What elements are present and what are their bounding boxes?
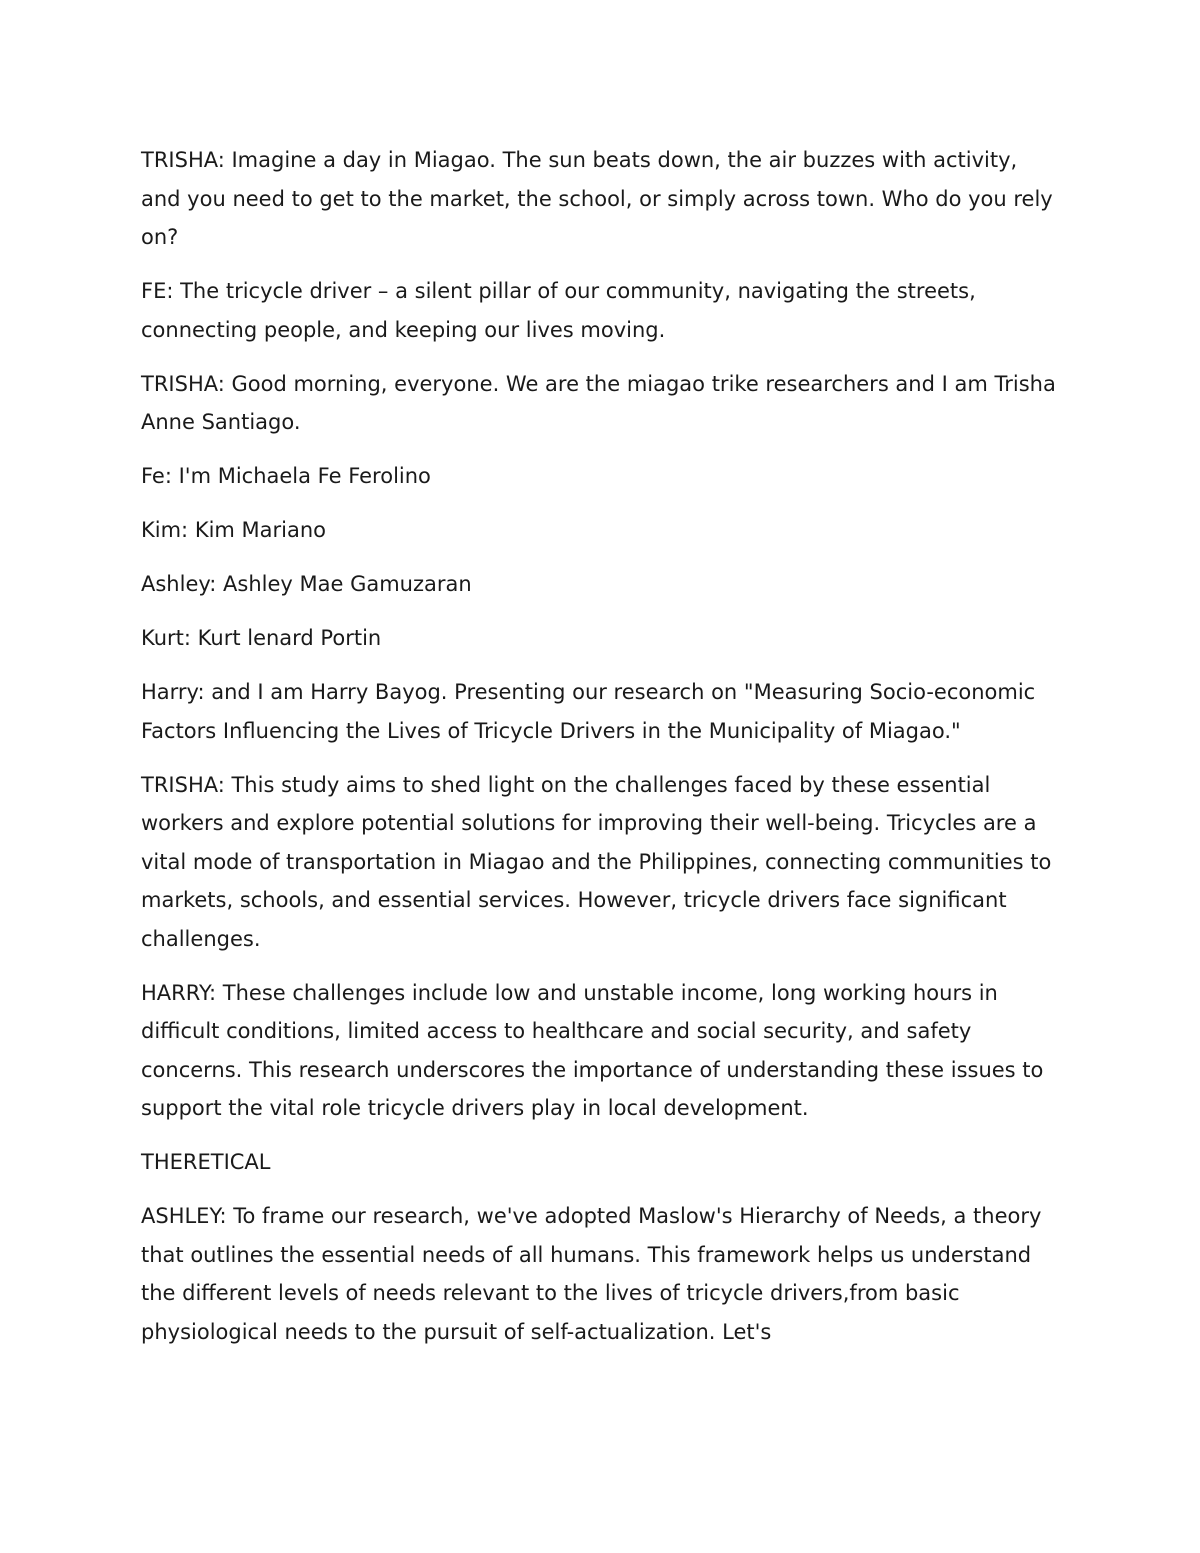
paragraph-fe-name: Fe: I'm Michaela Fe Ferolino [141,464,431,488]
paragraph-trisha-greeting: TRISHA: Good morning, everyone. We are the miagao trike researchers and I am Trisha Anne Santiago. [141,371,1056,434]
paragraph-ashley-framework: ASHLEY: To frame our research, we've adopted Maslow's Hierarchy of Needs, a theory that outlines the essential needs of all humans. This framework helps us understand the different levels of needs relevant to the lives of tricycle drivers,from basic physiological needs to the pursuit of self-actualization. Let's [141,1204,1042,1344]
paragraph-ashley-name: Ashley: Ashley Mae Gamuzaran [141,572,472,596]
paragraph-fe-intro: FE: The tricycle driver – a silent pillar of our community, navigating the streets, connecting people, and keeping our lives moving. [141,279,976,342]
paragraph-trisha-intro: TRISHA: Imagine a day in Miagao. The sun beats down, the air buzzes with activity, and you need to get to the market, the school, or simply across town. Who do you rely on? [141,148,1053,249]
document-body [141,141,1059,1367]
paragraph-harry-challenges: HARRY: These challenges include low and unstable income, long working hours in difficult conditions, limited access to healthcare and social security, and safety concerns. This research underscores the importance of understanding these issues to support the vital role tricycle drivers play in local development. [141,980,1044,1120]
section-heading-theoretical: THERETICAL [141,1150,271,1174]
paragraph-kurt-name: Kurt: Kurt lenard Portin [141,626,382,650]
paragraph-kim-name: Kim: Kim Mariano [141,518,327,542]
paragraph-harry-title: Harry: and I am Harry Bayog. Presenting our research on "Measuring Socio-economic Factors Influencing the Lives of Tricycle Drivers in the Municipality of Miagao." [141,680,1036,743]
paragraph-trisha-study: TRISHA: This study aims to shed light on the challenges faced by these essential workers and explore potential solutions for improving their well-being. Tricycles are a vital mode of transportation in Miagao and the Philippines, connecting communities to markets, schools, and essential services. However, tricycle drivers face significant challenges. [141,772,1052,951]
